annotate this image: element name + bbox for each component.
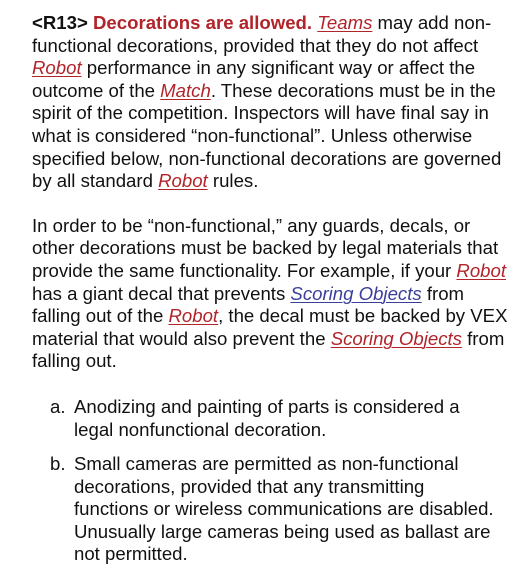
term-link-robot[interactable]: Robot [456, 259, 507, 281]
term-link-robot[interactable]: Robot [168, 305, 219, 327]
rule-text: may add non-functional decorations, provided that they do not affect [32, 12, 492, 56]
rule-text: rules. [207, 170, 259, 192]
rule-text: from falling out. [32, 327, 505, 372]
list-item-text: Small cameras are permitted as non-functional decorations, provided that any transmitting functions or wireless communications are disabled. Unusually large cameras being used as ballast are not permitted. [74, 453, 494, 565]
list-marker: a. [50, 395, 66, 417]
rule-paragraph-1 [32, 12, 516, 193]
rule-text: , the decal must be backed by VEX material that would also prevent the [32, 305, 508, 349]
term-link-robot[interactable]: Robot [158, 170, 208, 192]
term-link-robot[interactable]: Robot [32, 57, 82, 79]
rule-text: performance in any significant way or affect the outcome of the [32, 57, 476, 101]
term-link-scoring-objects[interactable]: Scoring Objects [290, 282, 422, 304]
term-link-match[interactable]: Match [160, 79, 211, 101]
rule-text: from falling out of the [32, 282, 465, 327]
rule-document [32, 12, 516, 566]
rule-sub-list [32, 396, 516, 566]
list-item [32, 396, 494, 441]
list-marker: b. [50, 453, 66, 475]
rule-text: . These decorations must be in the spirit of the competition. Inspectors will have final say in what is considered “non-functional”. Unless otherwise specified below, non-functional decorations are governed by all standard [32, 79, 502, 192]
term-link-teams[interactable]: Teams [317, 12, 373, 33]
rule-title: Decorations are allowed. [93, 12, 313, 33]
term-link-scoring-objects[interactable]: Scoring Objects [330, 327, 462, 349]
rule-text: has a giant decal that prevents [32, 282, 291, 304]
list-item [32, 453, 494, 566]
rule-id: <R13> [32, 12, 88, 33]
rule-paragraph-2 [32, 215, 516, 373]
list-item-text: Anodizing and painting of parts is considered a legal nonfunctional decoration. [74, 395, 460, 440]
rule-text: In order to be “non-functional,” any guards, decals, or other decorations must be backed by legal materials that provide the same functionality. For example, if your [32, 214, 499, 281]
